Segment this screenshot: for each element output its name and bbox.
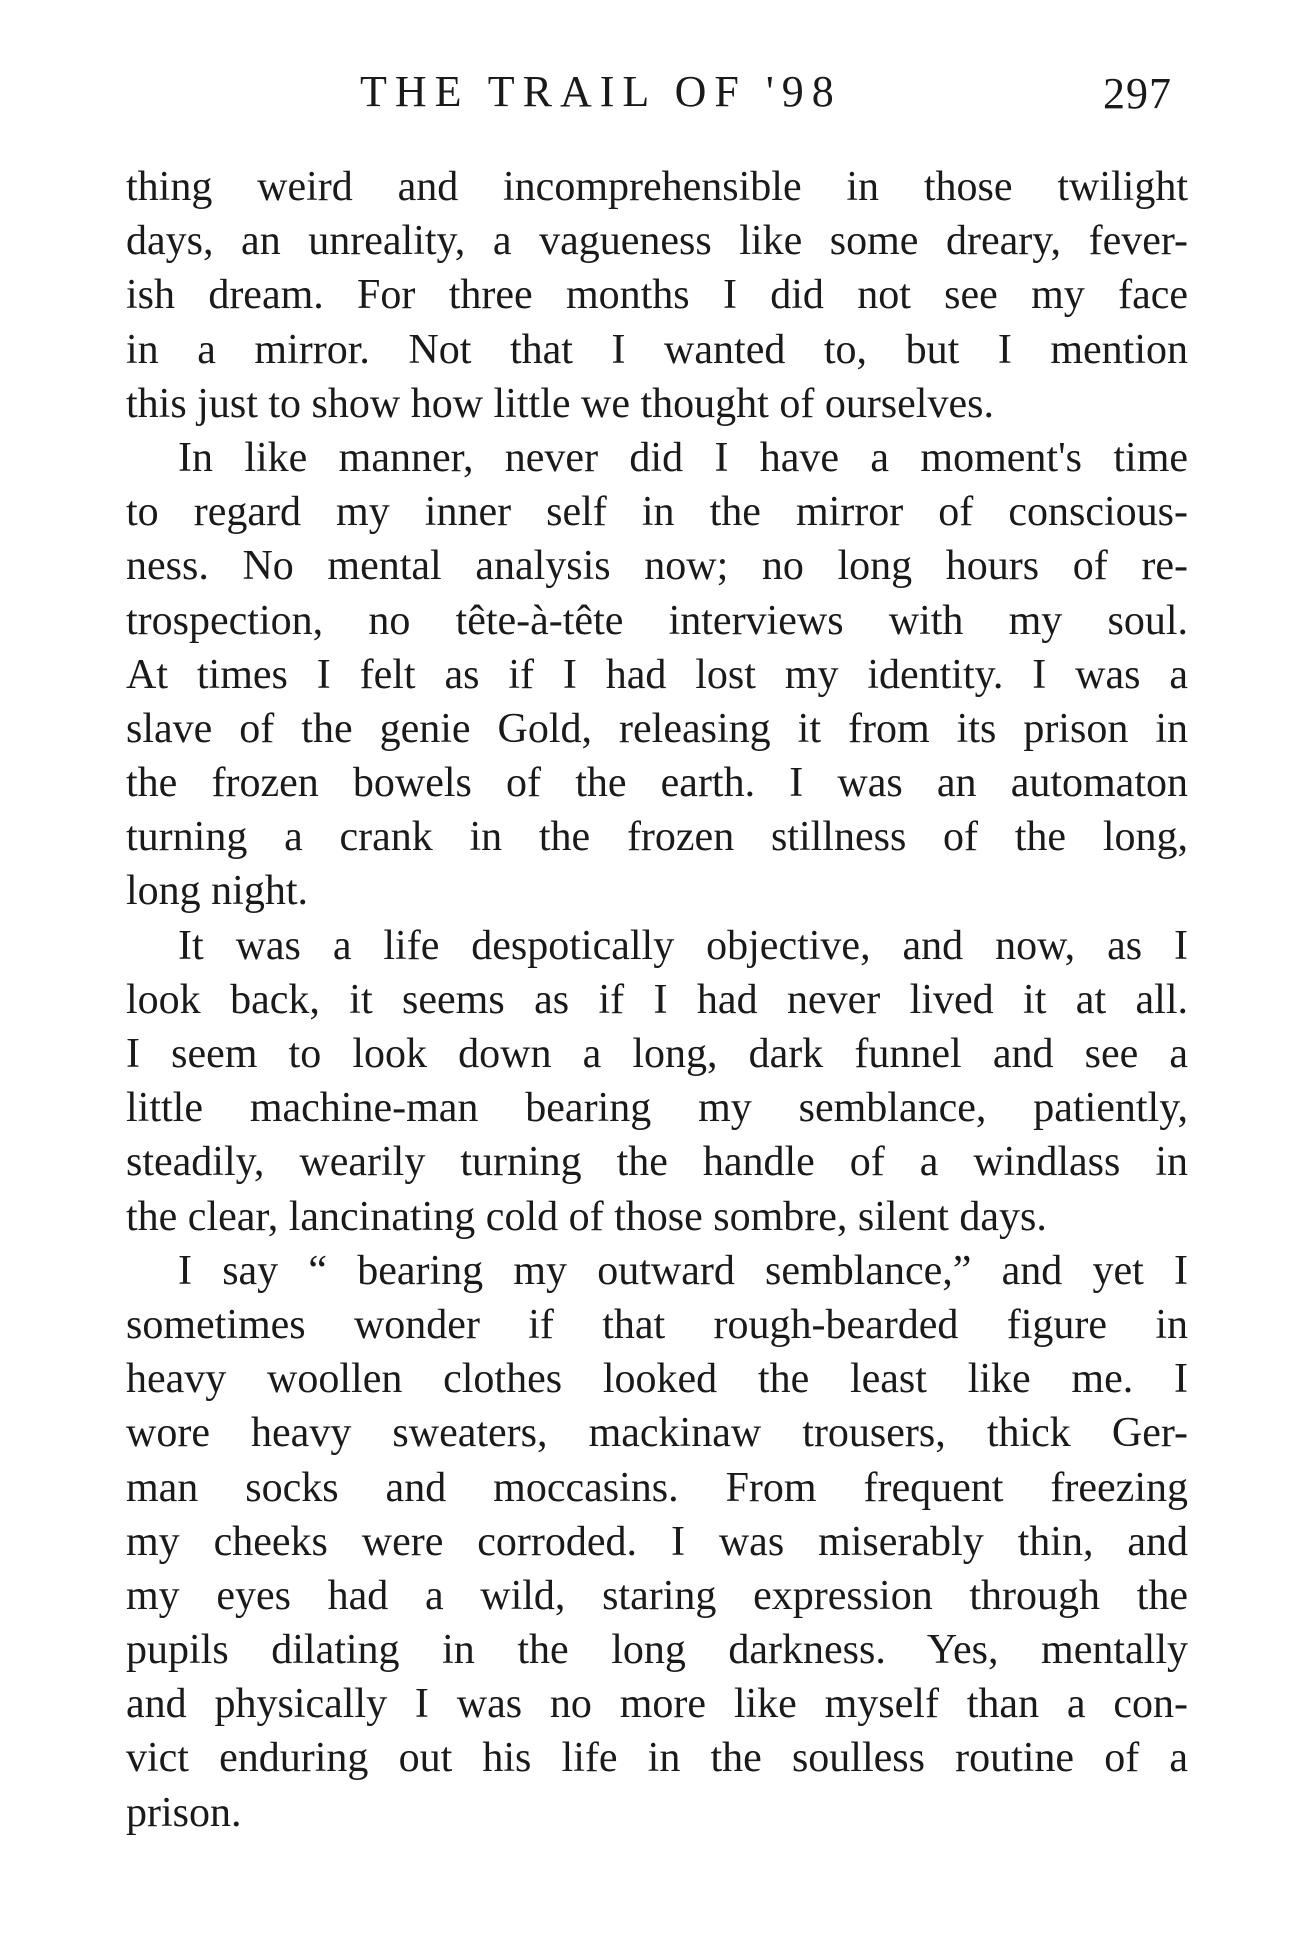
running-title: THE TRAIL OF '98 <box>360 67 842 116</box>
text-line: prison. <box>126 1789 242 1836</box>
paragraph-first-line: I say “ bearing my outward semblance,” and yet I <box>178 1247 1188 1294</box>
text-line: my eyes had a wild, staring expression through the <box>126 1572 1188 1619</box>
text-line: vict enduring out his life in the soulless routine of a <box>126 1735 1188 1782</box>
text-line: the frozen bowels of the earth. I was an automaton <box>126 760 1188 807</box>
body-text <box>126 160 1188 1840</box>
text-line: days, an unreality, a vagueness like some dreary, fever- <box>126 218 1188 265</box>
text-line: my cheeks were corroded. I was miserably thin, and <box>126 1518 1188 1565</box>
text-line: thing weird and incomprehensible in those twilight <box>126 164 1188 210</box>
text-line: to regard my inner self in the mirror of conscious- <box>126 489 1188 536</box>
text-line: ness. No mental analysis now; no long hours of re- <box>126 543 1188 590</box>
text-line: look back, it seems as if I had never lived it at all. <box>126 976 1188 1023</box>
text-line: trospection, no tête-à-tête interviews with my soul. <box>126 597 1188 644</box>
text-line: in a mirror. Not that I wanted to, but I mention <box>126 326 1188 373</box>
text-line: wore heavy sweaters, mackinaw trousers, thick Ger- <box>126 1410 1188 1457</box>
text-line: little machine-man bearing my semblance, patiently, <box>126 1085 1188 1132</box>
text-line: pupils dilating in the long darkness. Yes, mentally <box>126 1627 1188 1674</box>
text-line: the clear, lancinating cold of those sombre, silent days. <box>126 1193 1047 1240</box>
text-line: turning a crank in the frozen stillness of the long, <box>126 814 1188 861</box>
page-number: 297 <box>1103 69 1172 118</box>
paragraph-first-line: In like manner, never did I have a moment's time <box>178 434 1188 481</box>
text-line: I seem to look down a long, dark funnel and see a <box>126 1031 1188 1077</box>
text-line: and physically I was no more like myself than a con- <box>126 1681 1188 1728</box>
text-line: long night. <box>126 868 309 915</box>
text-line: At times I felt as if I had lost my identity. I was a <box>126 651 1188 698</box>
text-line: heavy woollen clothes looked the least like me. I <box>126 1356 1188 1403</box>
running-head <box>120 62 1180 122</box>
text-line: man socks and moccasins. From frequent freezing <box>126 1464 1188 1511</box>
text-line: ish dream. For three months I did not see my face <box>126 272 1188 319</box>
text-line: steadily, wearily turning the handle of a windlass in <box>126 1139 1188 1186</box>
paragraph-first-line: It was a life despotically objective, and now, as I <box>178 922 1188 969</box>
text-line: slave of the genie Gold, releasing it from its prison in <box>126 705 1188 752</box>
text-line: sometimes wonder if that rough-bearded figure in <box>126 1301 1188 1348</box>
text-line: this just to show how little we thought of ourselves. <box>126 380 994 427</box>
